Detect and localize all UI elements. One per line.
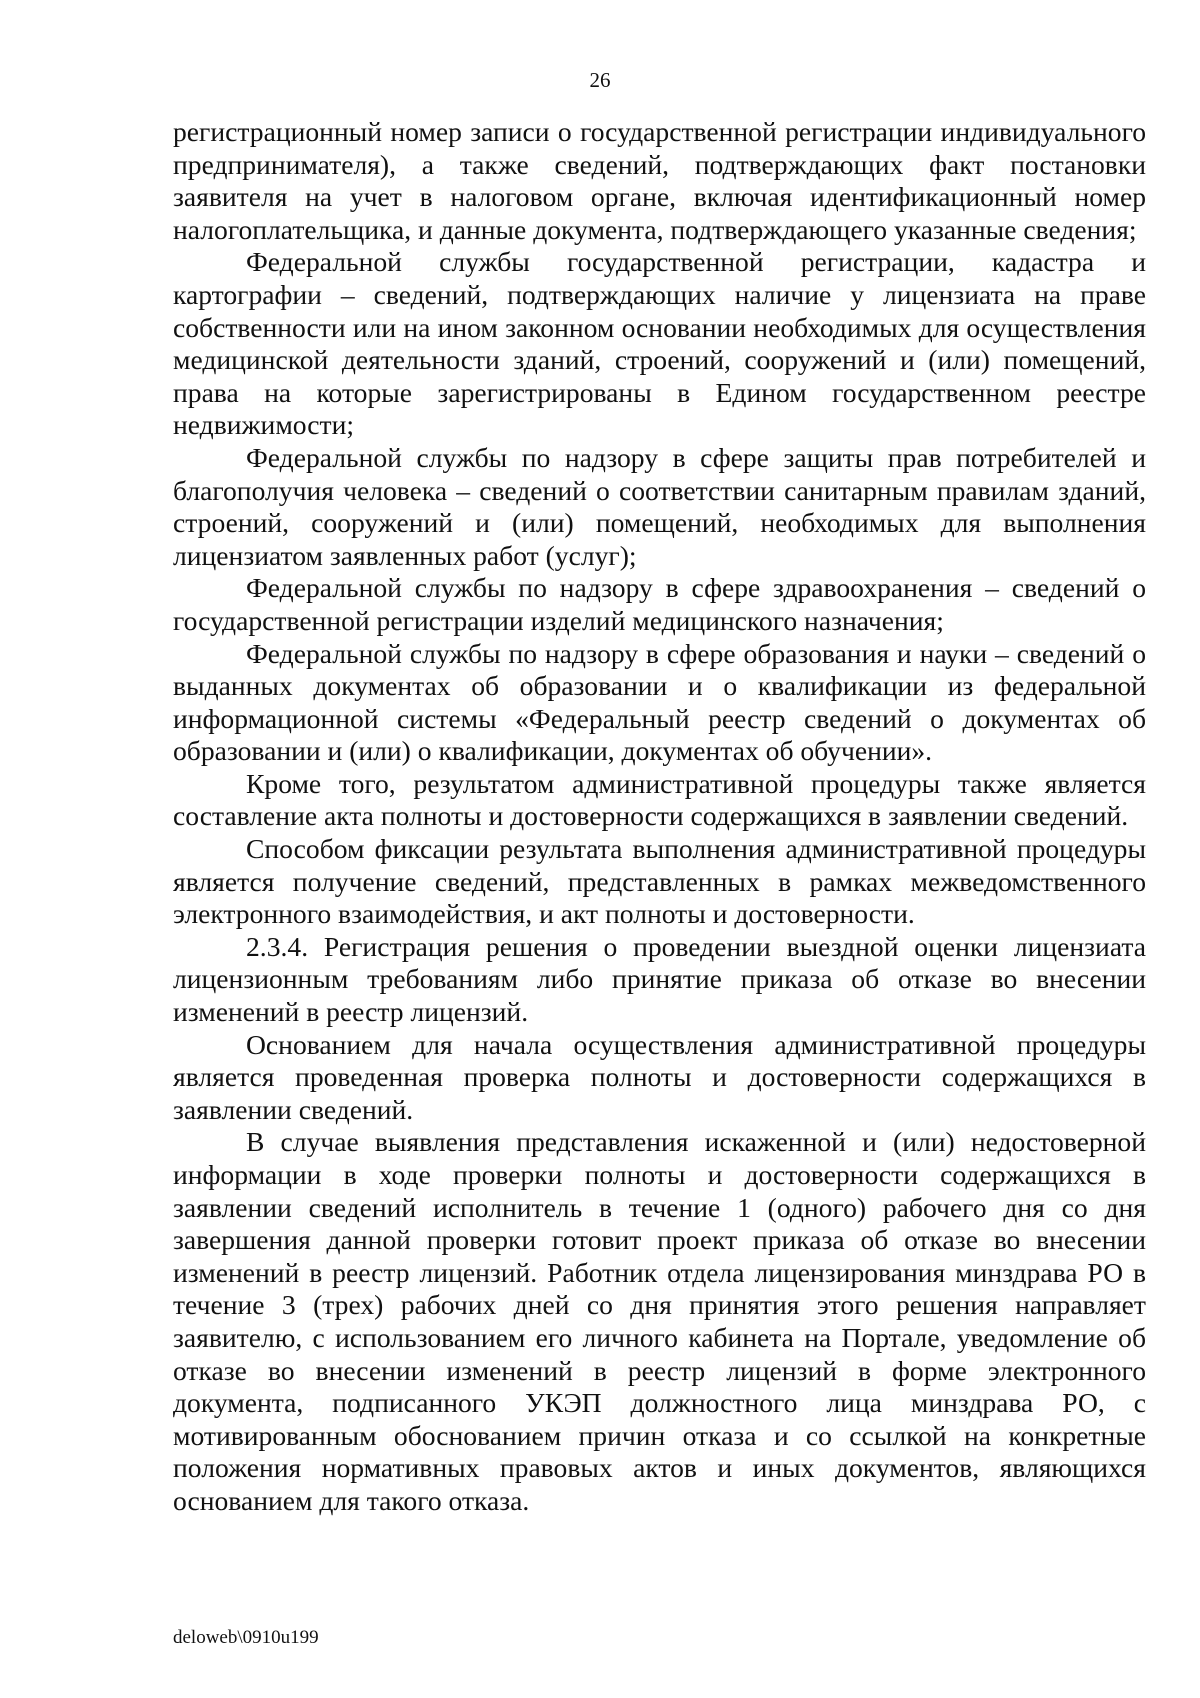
document-body <box>173 116 1146 1518</box>
footer-document-code: deloweb\0910u199 <box>173 1627 319 1648</box>
page-number: 26 <box>589 68 611 92</box>
body-paragraph: Федеральной службы по надзору в сфере защиты прав потребителей и благополучия человека – сведений о соответствии санитарным правилам зданий, строений, сооружений и (или) помещений, необходимых для выполнения лицензиатом заявленных работ (услуг); <box>173 441 1146 571</box>
body-paragraph: В случае выявления представления искаженной и (или) недостоверной информации в ходе проверки полноты и достоверности содержащихся в заявлении сведений исполнитель в течение 1 (одного) рабочего дня со дня завершения данной проверки готовит проект приказа об отказе во внесении изменений в реестр лицензий. Работник отдела лицензирования минздрава РО в течение 3 (трех) рабочих дней со дня принятия этого решения направляет заявителю, с использованием его личного кабинета на Портале, уведомление об отказе во внесении изменений в реестр лицензий в форме электронного документа, подписанного УКЭП должностного лица минздрава РО, с мотивированным обоснованием причин отказа и со ссылкой на конкретные положения нормативных правовых актов и иных документов, являющихся основанием для такого отказа. <box>173 1126 1146 1516</box>
body-paragraph: 2.3.4. Регистрация решения о проведении выездной оценки лицензиата лицензионным требованиям либо принятие приказа об отказе во внесении изменений в реестр лицензий. <box>173 930 1146 1028</box>
body-paragraph: Кроме того, результатом административной процедуры также является составление акта полноты и достоверности содержащихся в заявлении сведений. <box>173 767 1146 832</box>
body-paragraph: Федеральной службы государственной регистрации, кадастра и картографии – сведений, подтверждающих наличие у лицензиата на праве собственности или на ином законном основании необходимых для осуществления медицинской деятельности зданий, строений, сооружений и (или) помещений, права на которые зарегистрированы в Едином государственном реестре недвижимости; <box>173 246 1146 441</box>
body-paragraph: Федеральной службы по надзору в сфере здравоохранения – сведений о государственной регистрации изделий медицинского назначения; <box>173 572 1146 636</box>
body-paragraph: регистрационный номер записи о государственной регистрации индивидуального предпринимателя), а также сведений, подтверждающих факт постановки заявителя на учет в налоговом органе, включая идентификационный номер налогоплательщика, и данные документа, подтверждающего указанные сведения; <box>173 116 1146 245</box>
body-paragraph: Федеральной службы по надзору в сфере образования и науки – сведений о выданных документах об образовании и о квалификации из федеральной информационной системы «Федеральный реестр сведений о документах об образовании и (или) о квалификации, документах об обучении». <box>173 637 1146 767</box>
body-paragraph: Основанием для начала осуществления административной процедуры является проведенная проверка полноты и достоверности содержащихся в заявлении сведений. <box>173 1028 1146 1125</box>
body-paragraph: Способом фиксации результата выполнения административной процедуры является получение сведений, представленных в рамках межведомственного электронного взаимодействия, и акт полноты и достоверности. <box>173 833 1146 930</box>
